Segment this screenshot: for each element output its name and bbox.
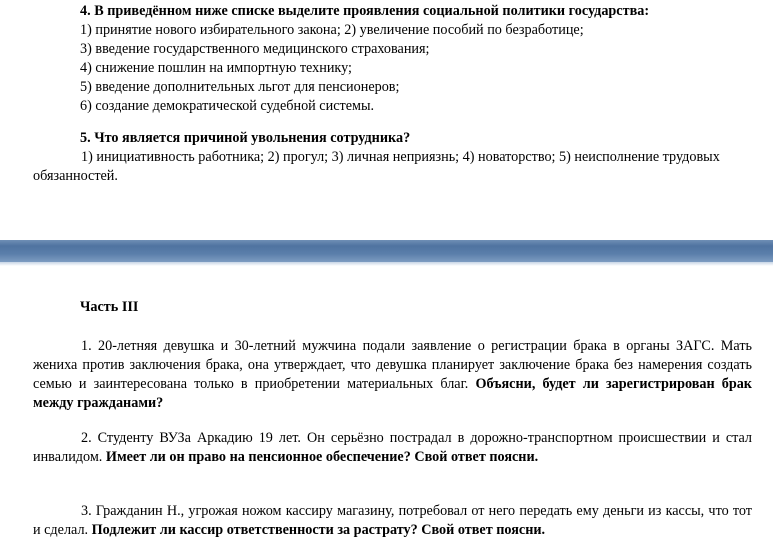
task-1-text: 1. 20-летняя девушка и 30-летний мужчина подали заявление о регистрации брака в органы ЗАГС. Мать жениха против заключения брака, она утверждает, что девушка планирует заключение брака без намерения создать семью и заинтересована только в приобретении материальных благ. [33, 338, 752, 392]
question-5-block [80, 129, 752, 148]
task-2-question: Имеет ли он право на пенсионное обеспечение? Свой ответ поясни. [105, 449, 539, 465]
question-4-option: 4) снижение пошлин на импортную технику; [80, 60, 352, 76]
question-4-option: 6) создание демократической судебной системы. [80, 98, 375, 114]
page-separator [0, 240, 773, 266]
task-3 [33, 502, 752, 540]
task-2 [33, 429, 752, 467]
task-1-question: Объясни, будет ли зарегистрирован брак между гражданами? [33, 376, 752, 411]
question-5-answer: 1) инициативность работника; 2) прогул; 3) личная неприязнь; 4) новаторство; 5) неисполнение трудовых обязанностей. [33, 149, 720, 184]
question-4-option: 5) введение дополнительных льгот для пенсионеров; [80, 79, 400, 95]
question-4-block [80, 2, 752, 116]
task-1 [33, 337, 752, 413]
task-3-question: Подлежит ли кассир ответственности за растрату? Свой ответ поясни. [91, 522, 546, 538]
question-5-title: 5. Что является причиной увольнения сотрудника? [80, 130, 411, 146]
question-4-option: 1) принятие нового избирательного закона; 2) увеличение пособий по безработице; [80, 22, 584, 38]
task-2-text: 2. Студенту ВУЗа Аркадию 19 лет. Он серьёзно пострадал в дорожно-транспортном происшествии и стал инвалидом. [33, 430, 752, 465]
task-3-text: 3. Гражданин Н., угрожая ножом кассиру магазину, потребовал от него передать ему деньги из кассы, что тот и сделал. [33, 503, 752, 538]
question-4-title: 4. В приведённом ниже списке выделите проявления социальной политики государства: [80, 3, 650, 19]
part-3-title: Часть III [80, 299, 139, 315]
question-4-option: 3) введение государственного медицинского страхования; [80, 41, 430, 57]
